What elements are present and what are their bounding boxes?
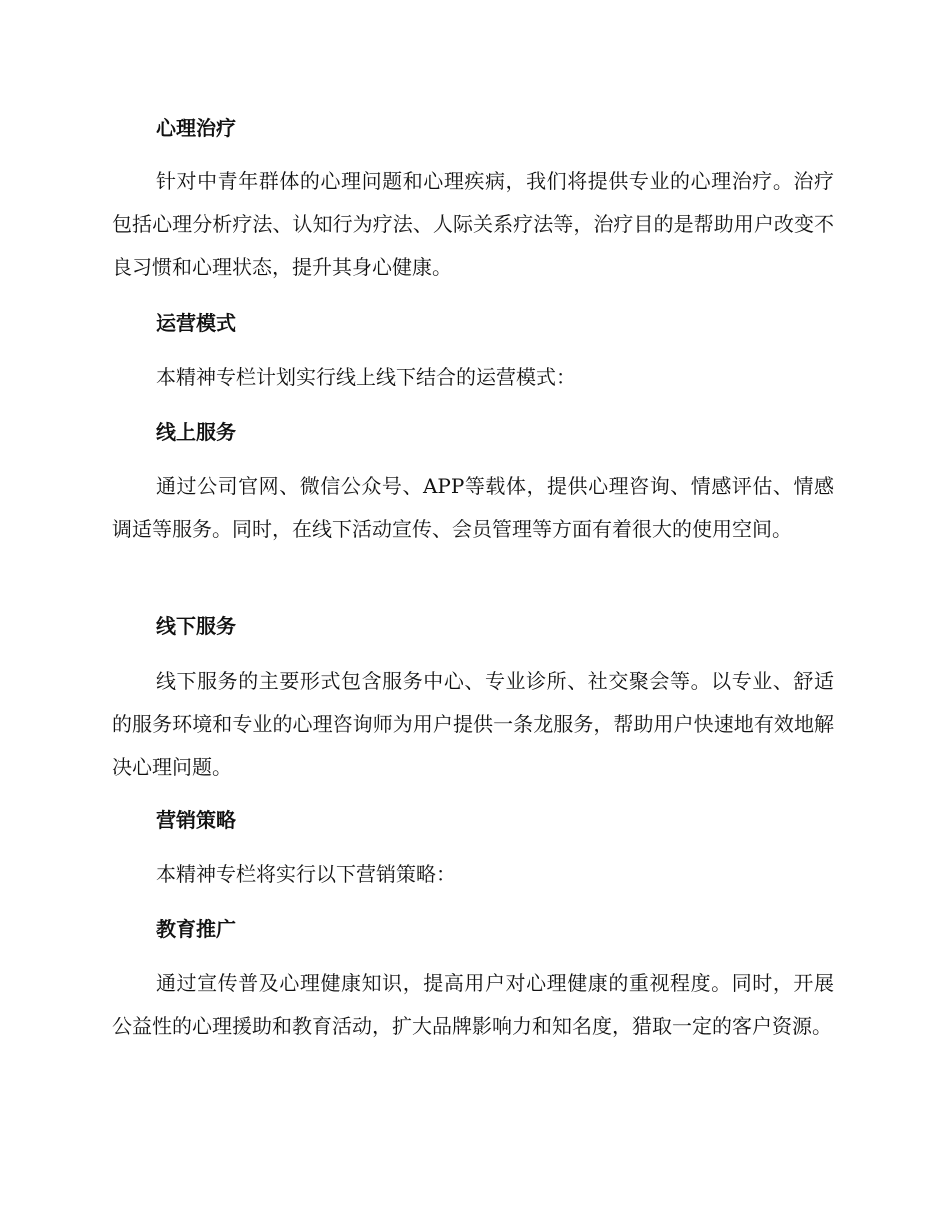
section-paragraph-operation-mode: 本精神专栏计划实行线上线下结合的运营模式：: [156, 365, 576, 389]
section-paragraph-education-promotion: 通过宣传普及心理健康知识，提高用户对心理健康的重视程度。同时，开展公益性的心理援助和教育活动，扩大品牌影响力和知名度，猎取一定的客户资源。: [112, 971, 834, 1038]
section-paragraph-online-service: 通过公司官网、微信公众号、APP等载体，提供心理咨询、情感评估、情感调适等服务。同时，在线下活动宣传、会员管理等方面有着很大的使用空间。: [112, 474, 834, 541]
section-heading-psychotherapy: 心理治疗: [156, 116, 236, 140]
section-heading-offline-service: 线下服务: [156, 614, 236, 638]
section-paragraph-offline-service: 线下服务的主要形式包含服务中心、专业诊所、社交聚会等。以专业、舒适的服务环境和专业的心理咨询师为用户提供一条龙服务，帮助用户快速地有效地解决心理问题。: [112, 669, 834, 779]
section-heading-education-promotion: 教育推广: [156, 917, 236, 941]
section-paragraph-psychotherapy: 针对中青年群体的心理问题和心理疾病，我们将提供专业的心理治疗。治疗包括心理分析疗法、认知行为疗法、人际关系疗法等，治疗目的是帮助用户改变不良习惯和心理状态，提升其身心健康。: [112, 169, 834, 279]
section-heading-marketing-strategy: 营销策略: [156, 808, 236, 832]
section-heading-online-service: 线上服务: [156, 420, 236, 444]
section-paragraph-marketing-strategy: 本精神专栏将实行以下营销策略：: [156, 862, 456, 886]
section-heading-operation-mode: 运营模式: [156, 311, 236, 335]
